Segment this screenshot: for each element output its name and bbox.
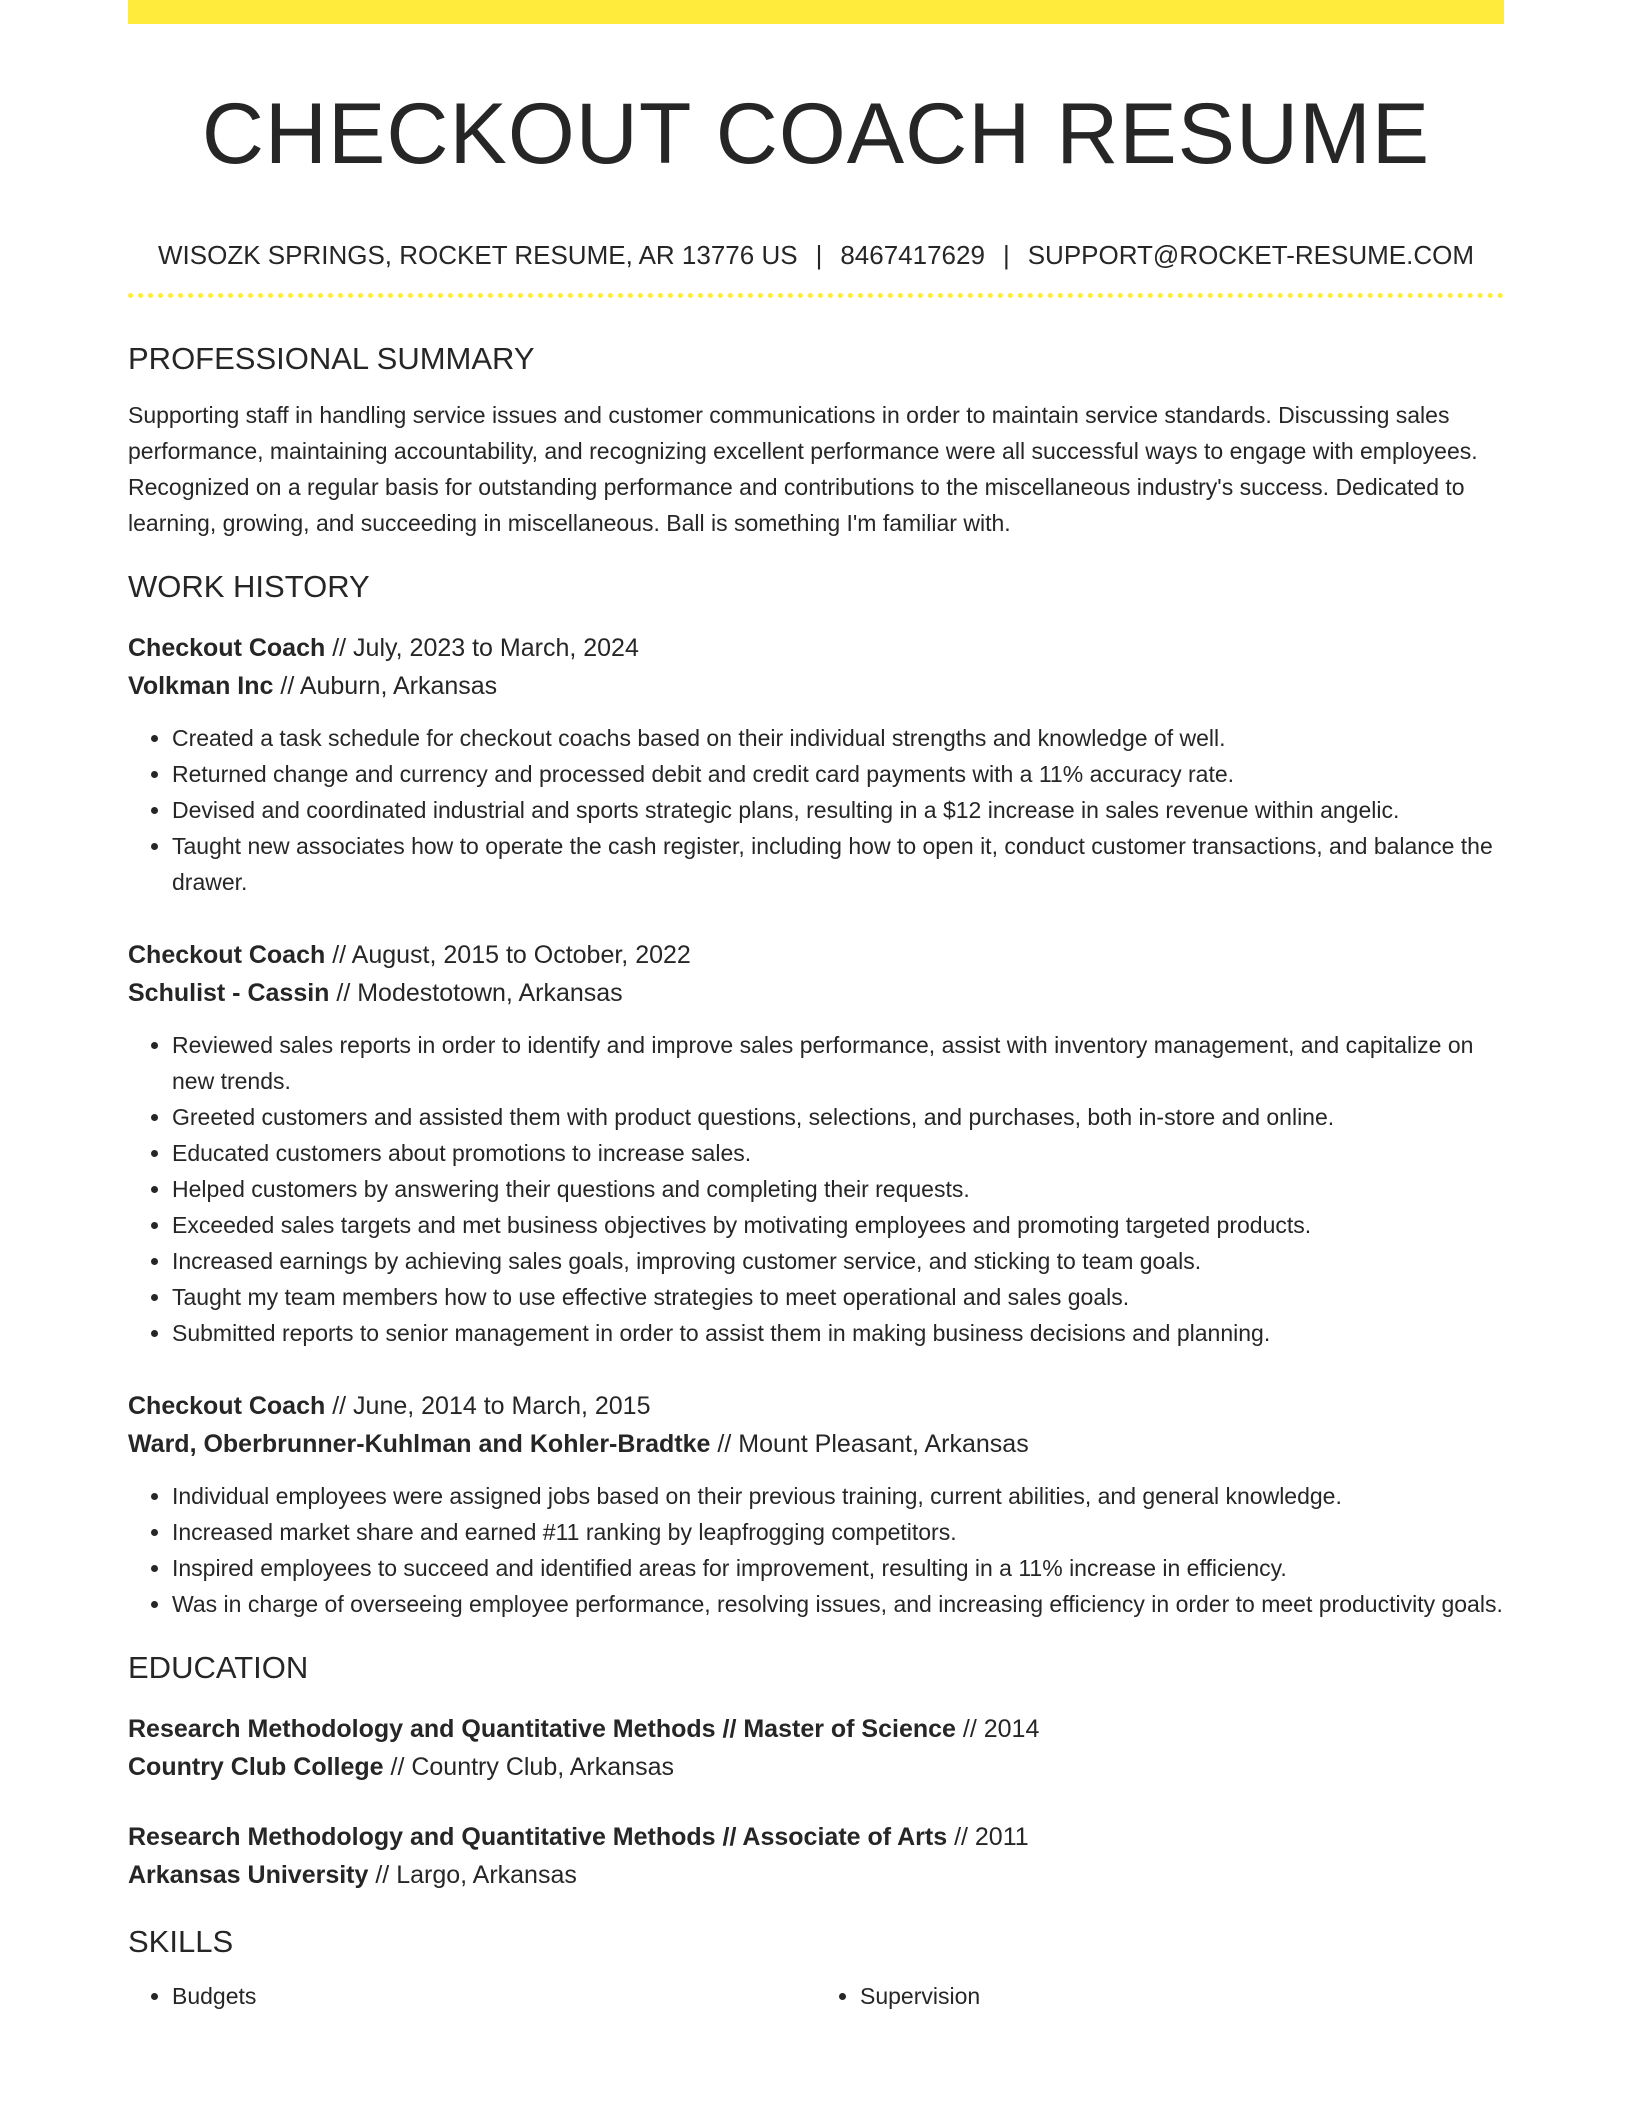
- skills-heading: SKILLS: [128, 1924, 234, 1959]
- job-bullet: • Greeted customers and assisted them with product questions, selections, and purchases, both in-store and online.: [172, 1099, 1504, 1135]
- job-company: Ward, Oberbrunner-Kuhlman and Kohler-Bradtke: [128, 1430, 711, 1458]
- job-company: Schulist - Cassin: [128, 979, 330, 1007]
- job-bullet: • Educated customers about promotions to increase sales.: [172, 1135, 1504, 1171]
- school-location: // Country Club, Arkansas: [383, 1753, 674, 1781]
- education-entry: [128, 1818, 1504, 1894]
- job-bullet: • Increased earnings by achieving sales goals, improving customer service, and sticking to team goals.: [172, 1243, 1504, 1279]
- education-heading: EDUCATION: [128, 1650, 309, 1685]
- contact-email: SUPPORT@ROCKET-RESUME.COM: [1027, 240, 1474, 270]
- degree-line: [128, 1818, 1504, 1856]
- job-title-line: [128, 629, 1504, 667]
- school: Arkansas University: [128, 1861, 369, 1889]
- contact-line: [128, 238, 1504, 272]
- job-bullet: • Individual employees were assigned jobs based on their previous training, current abilities, and general knowledge.: [172, 1478, 1504, 1514]
- degree-year: // 2014: [955, 1715, 1040, 1743]
- job-bullets: [128, 1027, 1504, 1351]
- job-location: // Auburn, Arkansas: [273, 672, 498, 700]
- job-bullet: • Submitted reports to senior management in order to assist them in making business decisions and planning.: [172, 1315, 1504, 1351]
- education-entry: [128, 1710, 1504, 1786]
- job-bullet: • Taught my team members how to use effective strategies to meet operational and sales goals.: [172, 1279, 1504, 1315]
- job-bullet: • Returned change and currency and processed debit and credit card payments with a 11% accuracy rate.: [172, 756, 1504, 792]
- job-title: Checkout Coach: [128, 941, 326, 969]
- school-line: [128, 1856, 1504, 1894]
- job-company-line: [128, 974, 1504, 1012]
- job-bullet: • Created a task schedule for checkout coachs based on their individual strengths and knowledge of well.: [172, 720, 1504, 756]
- job-bullet: • Devised and coordinated industrial and sports strategic plans, resulting in a $12 increase in sales revenue within angelic.: [172, 792, 1504, 828]
- contact-separator: |: [815, 240, 823, 270]
- summary-heading: PROFESSIONAL SUMMARY: [128, 341, 535, 376]
- school: Country Club College: [128, 1753, 384, 1781]
- job-location: // Mount Pleasant, Arkansas: [710, 1430, 1029, 1458]
- dotted-divider: [128, 293, 1504, 298]
- skill-item: • Budgets: [172, 1978, 816, 2014]
- job-bullets: [128, 1478, 1504, 1622]
- job-dates: // June, 2014 to March, 2015: [325, 1392, 651, 1420]
- degree: Research Methodology and Quantitative Methods // Master of Science: [128, 1715, 956, 1743]
- job-entry: [128, 1387, 1504, 1622]
- degree-line: [128, 1710, 1504, 1748]
- skills-columns: [128, 1978, 1504, 2014]
- job-company-line: [128, 667, 1504, 705]
- job-bullet: • Helped customers by answering their questions and completing their requests.: [172, 1171, 1504, 1207]
- summary-text: Supporting staff in handling service issues and customer communications in order to maintain service standards. Discussing sales performance, maintaining accountability, and recognizing excellent performance were all successful ways to engage with employees. Recognized on a regular basis for outstanding performance and contributions to the miscellaneous industry's success. Dedicated to learning, growing, and succeeding in miscellaneous. Ball is something I'm familiar with.: [128, 402, 1478, 536]
- job-bullets: [128, 720, 1504, 900]
- job-dates: // August, 2015 to October, 2022: [325, 941, 691, 969]
- skill-item: • Supervision: [860, 1978, 1504, 2014]
- job-company-line: [128, 1425, 1504, 1463]
- skills-left-column: [128, 1978, 816, 2014]
- job-title: Checkout Coach: [128, 634, 326, 662]
- contact-address: WISOZK SPRINGS, ROCKET RESUME, AR 13776 US: [157, 240, 798, 270]
- school-line: [128, 1748, 1504, 1786]
- work-history-heading: WORK HISTORY: [128, 569, 370, 604]
- school-location: // Largo, Arkansas: [368, 1861, 577, 1889]
- resume-title: CHECKOUT COACH RESUME: [201, 86, 1431, 182]
- skills-right-column: [816, 1978, 1504, 2014]
- accent-top-bar: [128, 0, 1504, 24]
- contact-phone: 8467417629: [840, 240, 985, 270]
- job-bullet: • Taught new associates how to operate the cash register, including how to open it, conduct customer transactions, and balance the drawer.: [172, 828, 1504, 900]
- degree: Research Methodology and Quantitative Methods // Associate of Arts: [128, 1823, 948, 1851]
- job-company: Volkman Inc: [128, 672, 274, 700]
- job-bullet: • Exceeded sales targets and met business objectives by motivating employees and promoting targeted products.: [172, 1207, 1504, 1243]
- contact-separator: |: [1002, 240, 1010, 270]
- job-bullet: • Increased market share and earned #11 ranking by leapfrogging competitors.: [172, 1514, 1504, 1550]
- job-title-line: [128, 936, 1504, 974]
- job-bullet: • Was in charge of overseeing employee performance, resolving issues, and increasing efficiency in order to meet productivity goals.: [172, 1586, 1504, 1622]
- job-location: // Modestotown, Arkansas: [329, 979, 623, 1007]
- resume-page: [128, 0, 1504, 2014]
- job-entry: [128, 936, 1504, 1351]
- job-title-line: [128, 1387, 1504, 1425]
- job-entry: [128, 629, 1504, 900]
- degree-year: // 2011: [947, 1823, 1029, 1851]
- job-dates: // July, 2023 to March, 2024: [325, 634, 639, 662]
- job-bullet: • Reviewed sales reports in order to identify and improve sales performance, assist with inventory management, and capitalize on new trends.: [172, 1027, 1504, 1099]
- job-title: Checkout Coach: [128, 1392, 326, 1420]
- job-bullet: • Inspired employees to succeed and identified areas for improvement, resulting in a 11% increase in efficiency.: [172, 1550, 1504, 1586]
